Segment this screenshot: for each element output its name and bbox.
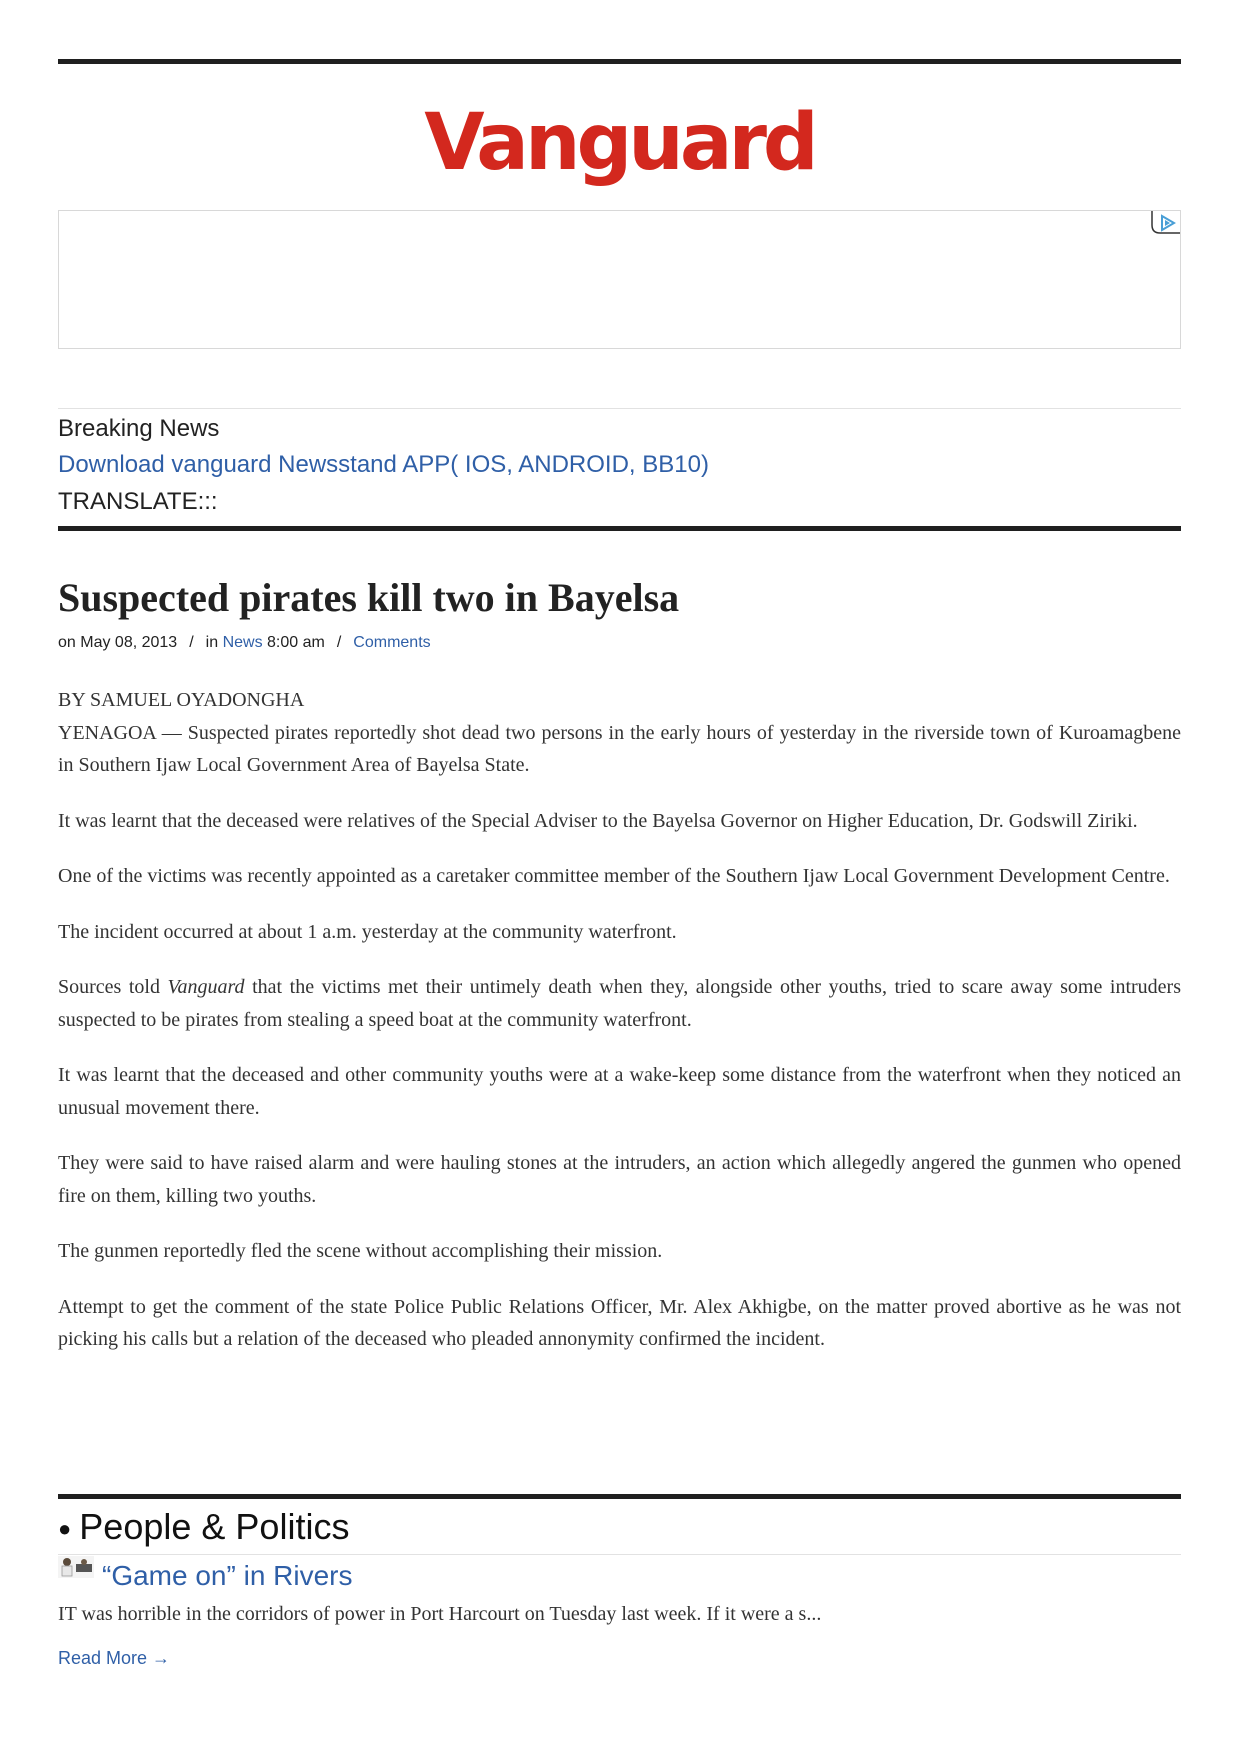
category-prefix: in <box>205 634 219 651</box>
paragraph: They were said to have raised alarm and were hauling stones at the intruders, an action which allegedly angered the gunmen who opened fire on them, killing two youths. <box>58 1152 1181 1207</box>
category-link[interactable]: News <box>222 634 263 651</box>
download-app-link[interactable]: Download vanguard Newsstand APP( IOS, ANDROID, BB10) <box>58 451 709 478</box>
paragraph-lead: YENAGOA — Suspected pirates reportedly shot dead two persons in the early hours of yesterday in the riverside town of Kuroamagbene in Southern Ijaw Local Government Area of Bayelsa State. <box>58 721 1181 776</box>
publication-name: Vanguard <box>167 976 245 998</box>
paragraph-text: Sources told <box>58 976 168 998</box>
section-rule <box>58 1494 1181 1499</box>
adchoices-icon[interactable] <box>1150 211 1180 235</box>
post-date: on May 08, 2013 <box>58 634 178 651</box>
paragraph-text: that the victims met their untimely death when they, alongside other youths, tried to scare away some intruders suspected to be pirates from stealing a speed boat at the community waterfront. <box>58 976 1181 1031</box>
article-body <box>58 684 1181 1379</box>
translate-label[interactable]: TRANSLATE::: <box>58 488 218 515</box>
paragraph <box>58 971 1181 1036</box>
meta-separator: / <box>189 634 194 651</box>
paragraph: One of the victims was recently appointed as a caretaker committee member of the Southern Ijaw Local Government Development Centre. <box>58 865 1170 887</box>
section-title-text: People & Politics <box>79 1506 350 1547</box>
vanguard-logo[interactable]: Vanguard <box>424 98 815 188</box>
related-story-link[interactable]: “Game on” in Rivers <box>102 1560 353 1591</box>
related-excerpt: IT was horrible in the corridors of power in Port Harcourt on Tuesday last week. If it were a s... <box>58 1603 822 1625</box>
ad-banner[interactable] <box>58 210 1181 349</box>
paragraph: It was learnt that the deceased and other community youths were at a wake-keep some distance from the waterfront when they noticed an unusual movement there. <box>58 1064 1181 1119</box>
top-rule <box>58 59 1181 64</box>
post-time: 8:00 am <box>267 634 325 651</box>
byline: BY SAMUEL OYADONGHA <box>58 689 305 711</box>
paragraph: It was learnt that the deceased were relatives of the Special Adviser to the Bayelsa Governor on Higher Education, Dr. Godswill Ziriki. <box>58 809 1138 832</box>
article-title: Suspected pirates kill two in Bayelsa <box>58 575 680 620</box>
comments-link[interactable]: Comments <box>353 634 431 651</box>
related-section-heading[interactable] <box>58 1506 349 1548</box>
header-rule <box>58 526 1181 531</box>
bullet-icon: ● <box>58 1516 72 1542</box>
section-divider <box>58 1554 1181 1555</box>
article-meta <box>58 634 431 652</box>
paragraph: Attempt to get the comment of the state Police Public Relations Officer, Mr. Alex Akhigbe, on the matter proved abortive as he was not picking his calls but a relation of the deceased who pleaded annonymity confirmed the incident. <box>58 1295 1181 1350</box>
paragraph: The incident occurred at about 1 a.m. yesterday at the community waterfront. <box>58 920 677 943</box>
meta-separator: / <box>336 634 342 651</box>
breaking-news-heading: Breaking News <box>58 415 220 442</box>
people-thumbnail-icon[interactable] <box>58 1556 94 1578</box>
ticker-divider <box>58 408 1181 409</box>
read-more-link[interactable]: Read More → <box>58 1648 171 1668</box>
paragraph: The gunmen reportedly fled the scene without accomplishing their mission. <box>58 1240 663 1262</box>
